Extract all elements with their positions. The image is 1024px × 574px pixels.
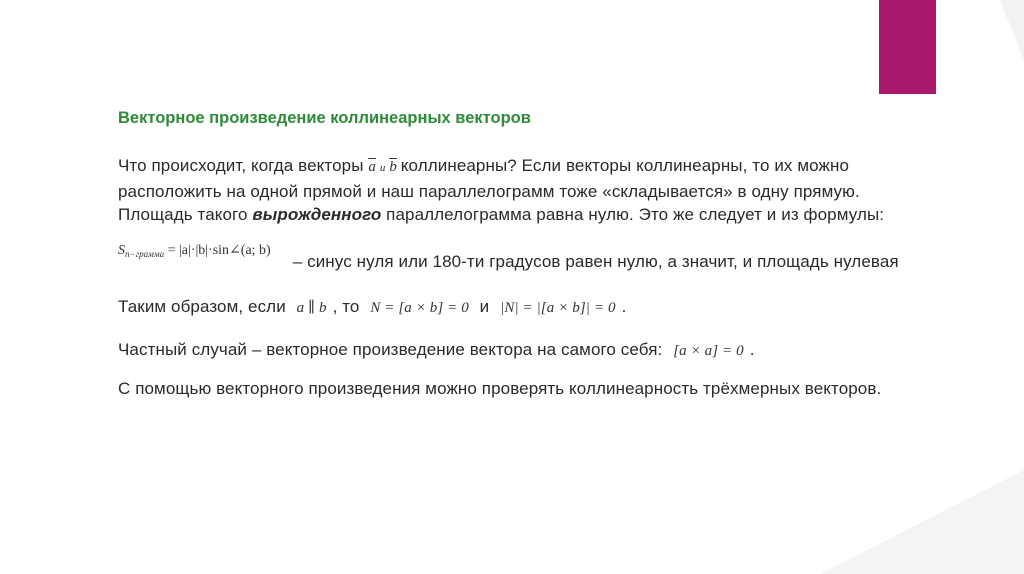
area-symbol: S xyxy=(118,243,125,258)
special-case-text: Частный случай – векторное произведение вектора на самого себя: xyxy=(118,340,663,359)
intro-emphasis: вырожденного xyxy=(252,205,382,224)
area-formula-body: = |a|·|b|·sin∠(a; b) xyxy=(167,243,271,258)
paragraph-conclusion xyxy=(118,295,938,320)
paragraph-sine: – синус нуля или 180-ти градусов равен нулю, а значит, и площадь нулевая xyxy=(292,252,899,271)
conclusion-text-3: и xyxy=(479,297,490,316)
vector-b: $\overline{b}$ xyxy=(389,159,397,175)
decor-band-bottom xyxy=(820,470,1024,574)
paragraph-collinearity-check: С помощью векторного произведения можно проверять коллинеарность трёхмерных векторов. xyxy=(118,379,882,398)
paragraph-intro xyxy=(118,154,938,226)
area-formula-row xyxy=(118,240,938,273)
area-subscript: п−грамма xyxy=(125,249,165,259)
conclusion-text-4: . xyxy=(621,297,627,316)
conclusion-text-2: , то xyxy=(332,297,360,316)
intro-text-2: коллинеарны? Если векторы коллинеарны, то их можно расположить на одной прямой и наш параллелограмм тоже «складывается» в одну прямую. Площадь такого xyxy=(118,156,860,224)
accent-block xyxy=(879,0,936,94)
vector-a: $\overline{a}$ xyxy=(368,159,376,175)
paragraph-special-case xyxy=(118,338,938,363)
formula-norm-zero: |N| = |[a × b]| = 0 xyxy=(500,300,616,316)
formula-self-cross: [a × a] = 0 xyxy=(673,343,744,359)
slide-content xyxy=(118,108,938,400)
intro-text-3: параллелограмма равна нулю. Это же следует и из формулы: xyxy=(386,205,885,224)
area-formula xyxy=(118,240,271,259)
special-case-dot: . xyxy=(749,340,755,359)
formula-parallel: a ∥ b xyxy=(296,300,327,316)
conj-and: и xyxy=(379,162,386,174)
formula-cross-zero: N = [a × b] = 0 xyxy=(370,300,469,316)
formula-vectors-a-b xyxy=(368,159,400,175)
decor-band-top xyxy=(940,0,1024,60)
slide-heading: Векторное произведение коллинеарных векторов xyxy=(118,109,531,127)
intro-text-1: Что происходит, когда векторы xyxy=(118,156,364,175)
conclusion-text-1: Таким образом, если xyxy=(118,297,286,316)
